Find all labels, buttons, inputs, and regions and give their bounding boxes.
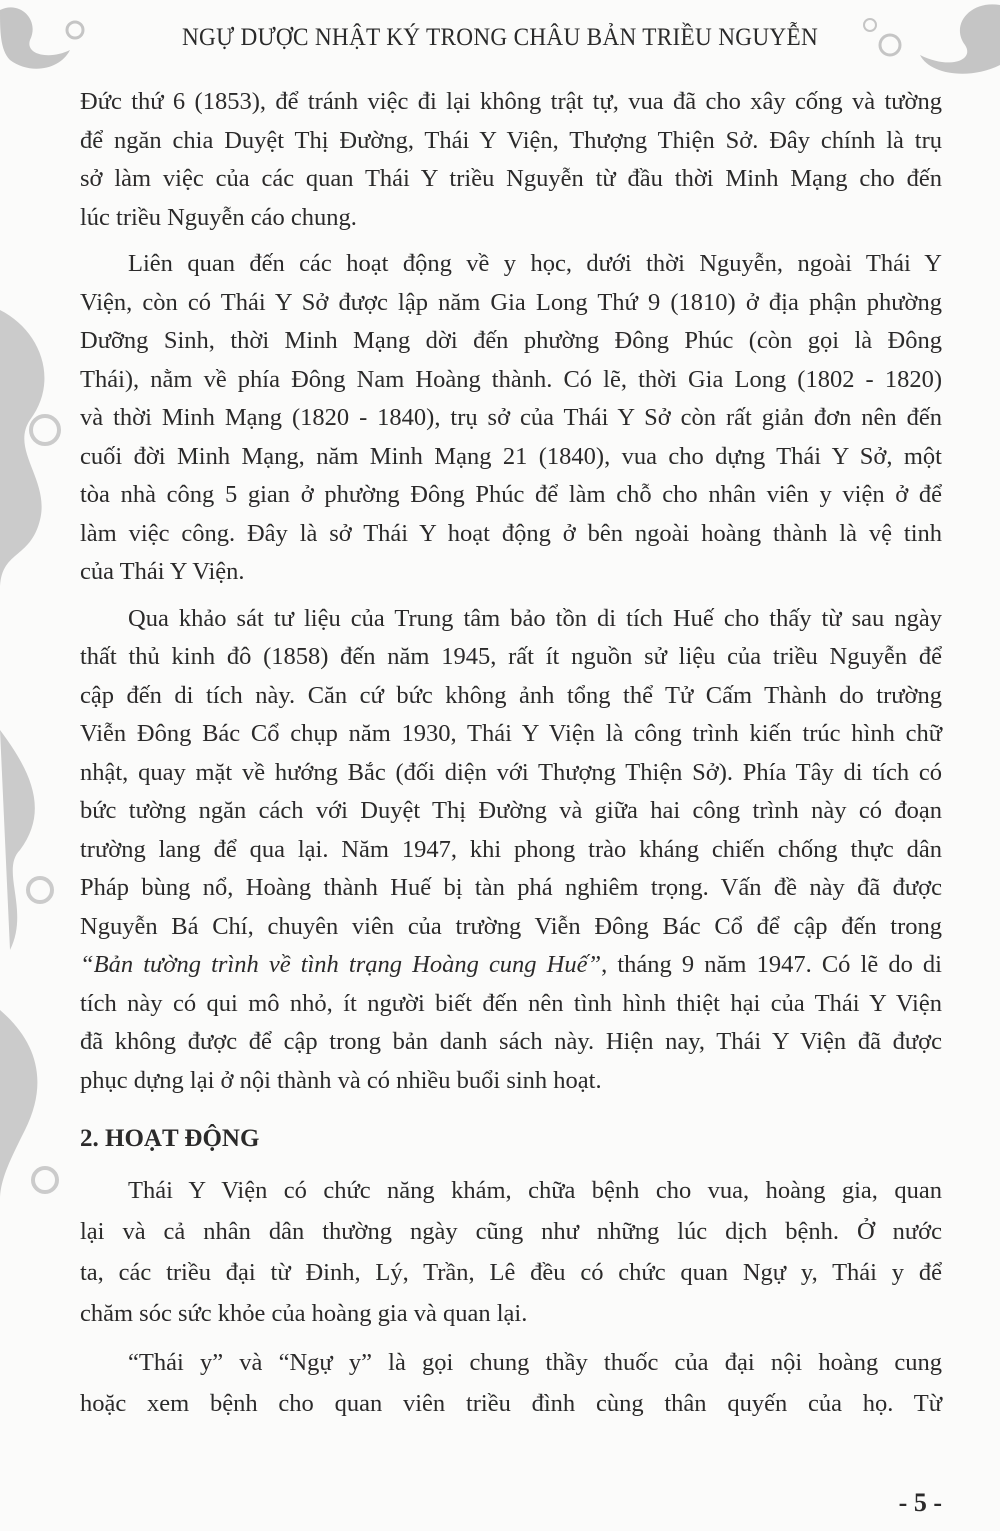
text-line: Thái), nằm về phía Đông Nam Hoàng thành. Có lẽ, thời Gia Long (1802 - 1820) bbox=[80, 365, 942, 393]
text-line: hoặc xem bệnh cho quan viên triều đình cùng thân quyến của họ. Từ bbox=[80, 1390, 942, 1417]
text-line: tích này có qui mô nhỏ, ít người biết đến nên tình hình thiệt hại của Thái Y Viện bbox=[80, 989, 942, 1017]
text-line: cập đến di tích này. Căn cứ bức không ảnh tổng thể Tử Cấm Thành do trường bbox=[80, 681, 942, 709]
text-line: lúc triều Nguyễn cáo chung. bbox=[80, 203, 357, 231]
text-line: lại và cả nhân dân thường ngày cũng như những lúc dịch bệnh. Ở nước bbox=[80, 1218, 942, 1245]
text-line-with-italic-title bbox=[80, 946, 942, 985]
text-line: bức tường ngăn cách với Duyệt Thị Đường và giữa hai công trình này có đoạn bbox=[80, 797, 942, 824]
text-line: “Thái y” và “Ngự y” là gọi chung thầy thuốc của đại nội hoàng cung bbox=[128, 1349, 942, 1376]
dragon-ornament-left-margin bbox=[0, 250, 75, 1200]
text-line: làm việc công. Đây là sở Thái Y hoạt động ở bên ngoài hoàng thành là vệ tinh bbox=[80, 519, 942, 547]
text-line: Pháp bùng nổ, Hoàng thành Huế bị tàn phá nghiêm trọng. Vấn đề này đã được bbox=[80, 874, 942, 901]
text-line: Thái Y Viện có chức năng khám, chữa bệnh cho vua, hoàng gia, quan bbox=[128, 1177, 942, 1204]
text-line: thất thủ kinh đô (1858) đến năm 1945, rất ít nguồn sử liệu của triều Nguyễn để bbox=[80, 643, 942, 670]
text-line: đã không được để cập trong bản danh sách này. Hiện nay, Thái Y Viện đã được bbox=[80, 1028, 942, 1055]
text-line: chăm sóc sức khỏe của hoàng gia và quan lại. bbox=[80, 1300, 528, 1327]
paragraph bbox=[80, 83, 942, 237]
section-heading: 2. HOẠT ĐỘNG bbox=[80, 1125, 260, 1152]
text-line: phục dựng lại ở nội thành và có nhiều buổi sinh hoạt. bbox=[80, 1066, 602, 1094]
text-line: để ngăn chia Duyệt Thị Đường, Thái Y Viện, Thượng Thiện Sở. Đây chính là trụ bbox=[80, 126, 942, 154]
text-line: Nguyễn Bá Chí, chuyên viên của trường Viễn Đông Bác Cổ để cập đến trong bbox=[80, 912, 942, 940]
running-header: NGỰ DƯỢC NHẬT KÝ TRONG CHÂU BẢN TRIỀU NGUYỄN bbox=[181, 24, 819, 51]
text-fragment: , tháng 9 năm 1947. Có lẽ do di bbox=[601, 951, 942, 978]
text-line: cuối đời Minh Mạng, năm Minh Mạng 21 (1840), vua cho dựng Thái Y Sở, một bbox=[80, 442, 942, 470]
paragraph bbox=[80, 245, 942, 592]
text-line: của Thái Y Viện. bbox=[80, 558, 245, 585]
text-line: ta, các triều đại từ Đinh, Lý, Trần, Lê đều có chức quan Ngự y, Thái y để bbox=[80, 1259, 942, 1286]
text-line: nhật, quay mặt về hướng Bắc (đối diện với Thượng Thiện Sở). Phía Tây di tích có bbox=[80, 758, 942, 786]
page-number: - 5 - bbox=[898, 1488, 942, 1517]
page-body bbox=[80, 83, 942, 1432]
report-title-italic: “Bản tường trình về tình trạng Hoàng cung Huế” bbox=[80, 951, 602, 978]
text-line: Dưỡng Sinh, thời Minh Mạng dời đến phường Đông Phúc (còn gọi là Đông bbox=[80, 327, 942, 354]
paragraph bbox=[80, 600, 942, 1101]
text-line: Đức thứ 6 (1853), để tránh việc đi lại không trật tự, vua đã cho xây cống và tường bbox=[80, 88, 942, 115]
text-line: Liên quan đến các hoạt động về y học, dưới thời Nguyễn, ngoài Thái Y bbox=[128, 250, 942, 277]
text-line: Viện, còn có Thái Y Sở được lập năm Gia Long Thứ 9 (1810) ở địa phận phường bbox=[80, 288, 942, 316]
text-line: Qua khảo sát tư liệu của Trung tâm bảo tồn di tích Huế cho thấy từ sau ngày bbox=[128, 604, 942, 632]
paragraph bbox=[80, 1342, 942, 1424]
paragraph bbox=[80, 1170, 942, 1334]
text-line: trường lang để qua lại. Năm 1947, khi phong trào kháng chiến chống thực dân bbox=[80, 835, 942, 863]
text-line: sở làm việc của các quan Thái Y triều Nguyễn từ đầu thời Minh Mạng cho đến bbox=[80, 165, 942, 192]
text-line: và thời Minh Mạng (1820 - 1840), trụ sở của Thái Y Sở còn rất giản đơn nên đến bbox=[80, 404, 942, 431]
text-line: Viễn Đông Bác Cổ chụp năm 1930, Thái Y Viện là công trình kiến trúc hình chữ bbox=[80, 720, 942, 747]
text-line: tòa nhà công 5 gian ở phường Đông Phúc để làm chỗ cho nhân viên y viện ở để bbox=[80, 481, 942, 508]
